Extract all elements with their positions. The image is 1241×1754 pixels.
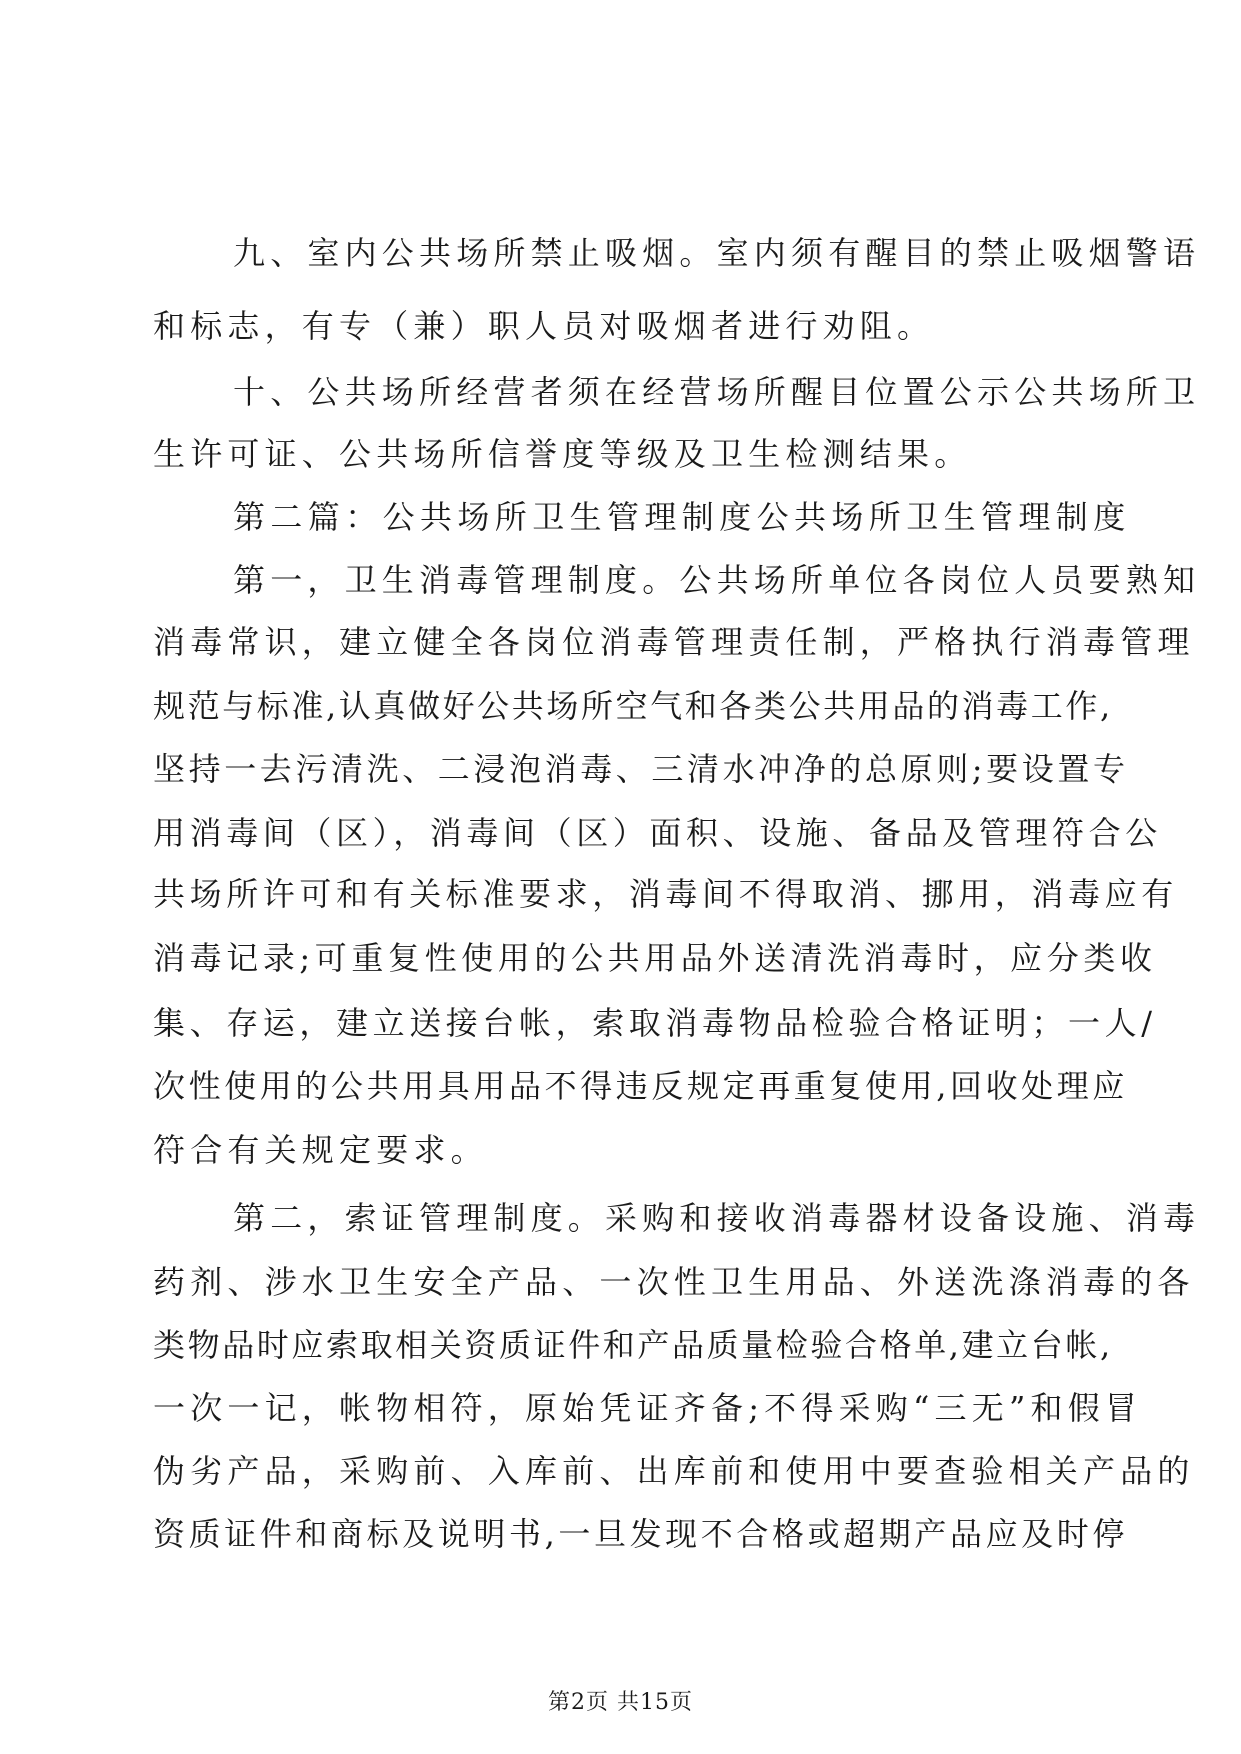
text-line: 第一，卫生消毒管理制度。公共场所单位各岗位人员要熟知 (233, 561, 1201, 599)
text-line: 伪劣产品，采购前、入库前、出库前和使用中要查验相关产品的 (153, 1452, 1195, 1490)
text-line: 十、公共场所经营者须在经营场所醒目位置公示公共场所卫 (233, 373, 1201, 411)
text-line: 和标志，有专（兼）职人员对吸烟者进行劝阻。 (153, 307, 935, 345)
text-line: 集、存运，建立送接台帐，索取消毒物品检验合格证明；一人/ (153, 1004, 1157, 1042)
text-line: 坚持一去污清洗、二浸泡消毒、三清水冲净的总原则;要设置专 (153, 750, 1129, 788)
text-line: 一次一记，帐物相符，原始凭证齐备;不得采购“三无”和假冒 (153, 1389, 1143, 1427)
text-line: 第二，索证管理制度。采购和接收消毒器材设备设施、消毒 (233, 1199, 1201, 1237)
text-line: 生许可证、公共场所信誉度等级及卫生检测结果。 (153, 435, 972, 473)
text-line: 资质证件和商标及说明书,一旦发现不合格或超期产品应及时停 (153, 1515, 1128, 1553)
text-line: 消毒记录;可重复性使用的公共用品外送清洗消毒时，应分类收 (153, 939, 1157, 977)
text-line: 符合有关规定要求。 (153, 1131, 488, 1169)
text-line: 九、室内公共场所禁止吸烟。室内须有醒目的禁止吸烟警语 (233, 234, 1201, 272)
section-heading: 第二篇：公共场所卫生管理制度公共场所卫生管理制度 (233, 498, 1131, 536)
text-line: 用消毒间（区），消毒间（区）面积、设施、备品及管理符合公 (153, 814, 1162, 852)
text-line: 次性使用的公共用具用品不得违反规定再重复使用,回收处理应 (153, 1067, 1128, 1105)
text-line: 规范与标准,认真做好公共场所空气和各类公共用品的消毒工作, (153, 687, 1113, 725)
page-footer: 第2页 共15页 (548, 1690, 693, 1715)
text-line: 共场所许可和有关标准要求，消毒间不得取消、挪用，消毒应有 (153, 875, 1178, 913)
text-line: 类物品时应索取相关资质证件和产品质量检验合格单,建立台帐, (153, 1326, 1113, 1364)
text-line: 消毒常识，建立健全各岗位消毒管理责任制，严格执行消毒管理 (153, 623, 1195, 661)
text-line: 药剂、涉水卫生安全产品、一次性卫生用品、外送洗涤消毒的各 (153, 1263, 1195, 1301)
